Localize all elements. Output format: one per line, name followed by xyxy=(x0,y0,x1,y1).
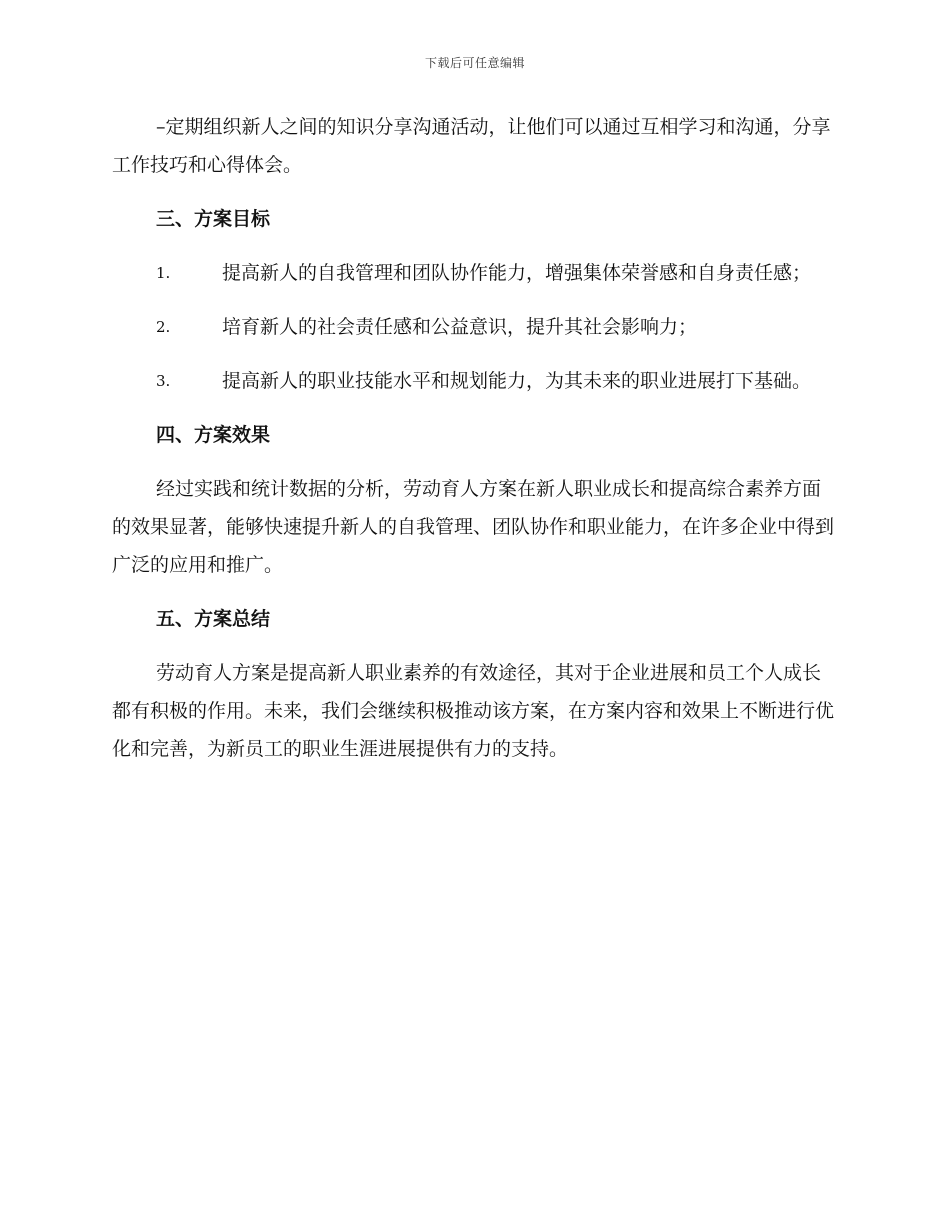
list-item xyxy=(112,308,834,346)
section-5-title: 五、方案总结 xyxy=(156,608,271,630)
section-5-paragraph: 劳动育人方案是提高新人职业素养的有效途径，其对于企业进展和员工个人成长都有积极的作用。未来，我们会继续积极推动该方案，在方案内容和效果上不断进行优化和完善，为新员工的职业生涯进展提供有力的支持。 xyxy=(112,662,835,760)
list-item-number: 1. xyxy=(156,264,171,282)
list-item-text: 提高新人的自我管理和团队协作能力，增强集体荣誉感和自身责任感； xyxy=(222,262,812,284)
list-item-text: 提高新人的职业技能水平和规划能力，为其未来的职业进展打下基础。 xyxy=(222,370,812,392)
section-4-paragraph: 经过实践和统计数据的分析，劳动育人方案在新人职业成长和提高综合素养方面的效果显著，能够快速提升新人的自我管理、团队协作和职业能力，在许多企业中得到广泛的应用和推广。 xyxy=(112,478,835,576)
list-item-text: 培育新人的社会责任感和公益意识，提升其社会影响力； xyxy=(222,316,698,338)
list-item xyxy=(112,362,834,400)
page-header: 下载后可任意编辑 xyxy=(424,56,525,70)
list-item xyxy=(112,254,834,292)
section-3-title: 三、方案目标 xyxy=(156,208,271,230)
list-item-number: 3. xyxy=(156,372,171,390)
list-item-number: 2. xyxy=(156,318,171,336)
section-4-title: 四、方案效果 xyxy=(156,424,271,446)
document-body xyxy=(112,108,834,784)
intro-paragraph: –定期组织新人之间的知识分享沟通活动，让他们可以通过互相学习和沟通，分享工作技巧和心得体会。 xyxy=(112,116,831,176)
